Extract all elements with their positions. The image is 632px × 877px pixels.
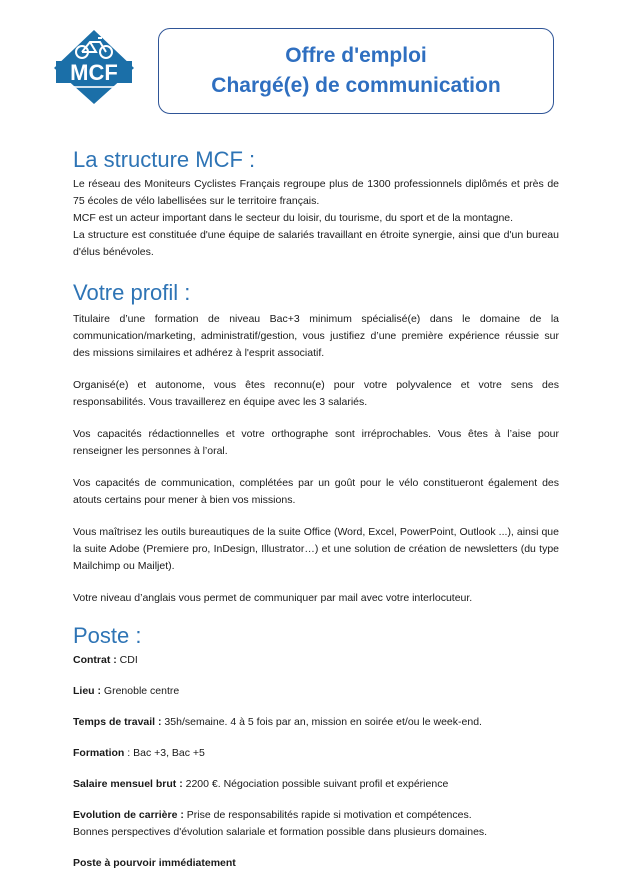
structure-paragraph-3: La structure est constituée d'une équipe de salariés travaillant en étroite synergie, ainsi que d'un bureau d'élus bénévoles.	[73, 229, 559, 258]
logo-tagline-bar	[72, 86, 116, 88]
heading-structure: La structure MCF :	[73, 147, 256, 172]
temps-value: 35h/semaine. 4 à 5 fois par an, mission en soirée et/ou le week-end.	[161, 716, 482, 728]
temps-label: Temps de travail :	[73, 716, 162, 728]
poste-lieu	[73, 683, 559, 700]
poste-evolution	[73, 807, 559, 841]
lieu-value: Grenoble centre	[101, 685, 180, 697]
salaire-value: 2200 €. Négociation possible suivant profil et expérience	[182, 778, 449, 790]
title-box	[158, 28, 554, 114]
profil-paragraph-6: Votre niveau d’anglais vous permet de communiquer par mail avec votre interlocuteur.	[73, 592, 473, 604]
heading-profil: Votre profil :	[73, 280, 191, 305]
profil-paragraph-3: Vos capacités rédactionnelles et votre orthographe sont irréprochables. Vous êtes à l’aise pour renseigner les personnes à l’oral.	[73, 428, 559, 457]
immediat-label: Poste à pourvoir immédiatement	[73, 857, 236, 869]
structure-paragraph-2: MCF est un acteur important dans le secteur du loisir, du tourisme, du sport et de la montagne.	[73, 212, 514, 224]
evolution-line-2: Bonnes perspectives d'évolution salariale et formation possible dans plusieurs domaines.	[73, 826, 488, 838]
profil-paragraph-5: Vous maîtrisez les outils bureautiques de la suite Office (Word, Excel, PowerPoint, Outlook ...), ainsi que la suite Adobe (Premiere pro, InDesign, Illustrator…) et une solution de création de newsletters (du type Mailchimp ou Mailjet).	[73, 526, 559, 572]
lieu-label: Lieu :	[73, 685, 101, 697]
profil-paragraph-2: Organisé(e) et autonome, vous êtes reconnu(e) pour votre polyvalence et votre sens des responsabilités. Vous travaillerez en équipe avec les 3 salariés.	[73, 379, 559, 408]
profil-paragraph-4: Vos capacités de communication, complétées par un goût pour le vélo constitueront également des atouts certains pour mener à bien vos missions.	[73, 477, 559, 506]
salaire-label: Salaire mensuel brut :	[73, 778, 183, 790]
evolution-label: Evolution de carrière :	[73, 809, 184, 821]
poste-formation	[73, 745, 559, 762]
mcf-logo	[52, 28, 136, 106]
title-line-1: Offre d'emploi	[285, 44, 427, 67]
heading-poste: Poste :	[73, 623, 142, 648]
poste-salaire	[73, 776, 559, 793]
structure-paragraph-1: Le réseau des Moniteurs Cyclistes Français regroupe plus de 1300 professionnels diplômés et près de 75 écoles de vélo labellisées sur le territoire français.	[73, 178, 559, 207]
poste-temps	[73, 714, 559, 731]
document-body	[73, 146, 559, 872]
poste-contrat	[73, 652, 559, 669]
contrat-value: CDI	[116, 654, 138, 666]
formation-label: Formation	[73, 747, 125, 759]
title-line-2: Chargé(e) de communication	[211, 74, 501, 97]
formation-value: : Bac +3, Bac +5	[124, 747, 205, 759]
evolution-value: Prise de responsabilités rapide si motivation et compétences.	[183, 809, 472, 821]
logo-text: MCF	[70, 60, 118, 85]
contrat-label: Contrat :	[73, 654, 117, 666]
profil-paragraph-1: Titulaire d’une formation de niveau Bac+3 minimum spécialisé(e) dans le domaine de la communication/marketing, administratif/gestion, vous justifiez d’une première expérience réussie sur des missions similaires et adhérez à l'esprit associatif.	[73, 313, 559, 359]
poste-immediat	[73, 855, 559, 872]
